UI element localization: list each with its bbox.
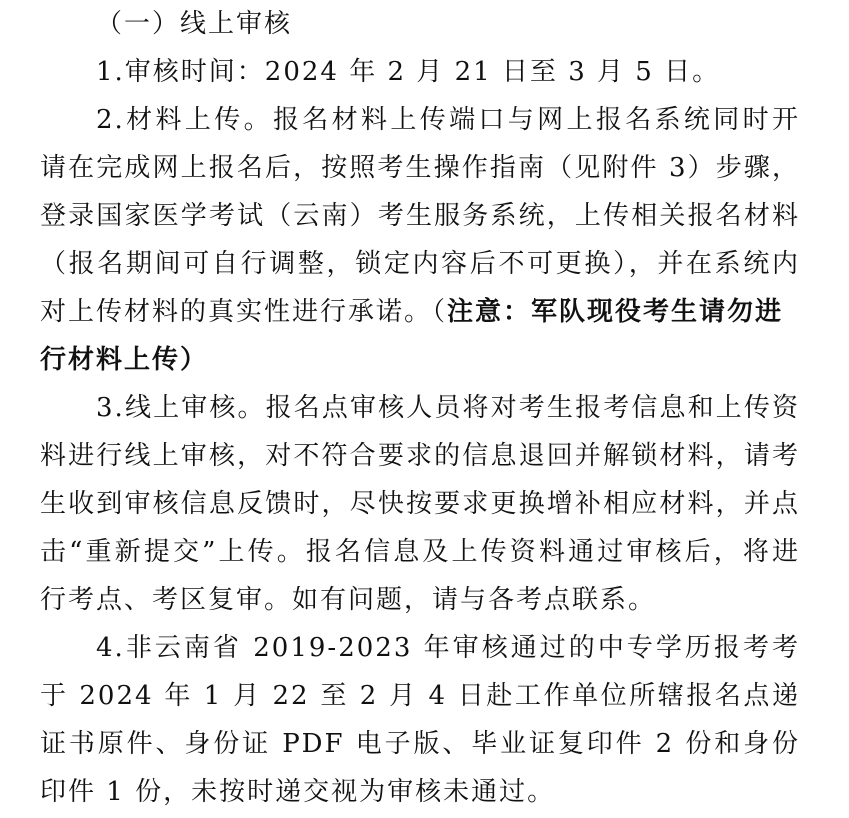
item3-line1: 3.线上审核。报名点审核人员将对考生报考信息和上传资 xyxy=(96,393,800,423)
item2-line4: （报名期间可自行调整，锁定内容后不可更换），并在系统内 xyxy=(40,249,800,279)
item4-line1: 4.非云南省 2019-2023 年审核通过的中专学历报考考 xyxy=(96,633,800,663)
item2-line6-notice: 行材料上传） xyxy=(40,345,209,375)
item3-line5: 行考点、考区复审。如有问题，请与各考点联系。 xyxy=(40,585,657,615)
item1-paragraph: 1.审核时间：2024 年 2 月 21 日至 3 月 5 日。 xyxy=(96,57,721,87)
item2-line2: 请在完成网上报名后，按照考生操作指南（见附件 3）步骤， xyxy=(40,153,800,183)
item2-line5-notice: 注意：军队现役考生请勿进 xyxy=(447,297,784,327)
item4-line2: 于 2024 年 1 月 22 至 2 月 4 日赴工作单位所辖报名点递 xyxy=(40,681,800,711)
item2-line1: 2.材料上传。报名材料上传端口与网上报名系统同时开 xyxy=(96,105,800,135)
item3-line3: 生收到审核信息反馈时，尽快按要求更换增补相应材料，并点 xyxy=(40,489,800,519)
item2-line3: 登录国家医学考试（云南）考生服务系统，上传相关报名材料 xyxy=(40,201,800,231)
section-heading: （一）线上审核 xyxy=(96,9,293,39)
item4-line3: 证书原件、身份证 PDF 电子版、毕业证复印件 2 份和身份 xyxy=(40,729,800,759)
item3-line2: 料进行线上审核，对不符合要求的信息退回并解锁材料，请考 xyxy=(40,441,800,471)
item2-line5-normal: 对上传材料的真实性进行承诺。（ xyxy=(40,297,448,327)
item3-line4: 击“重新提交”上传。报名信息及上传资料通过审核后，将进 xyxy=(40,537,800,567)
item4-line4: 印件 1 份，未按时递交视为审核未通过。 xyxy=(40,777,556,807)
item2-line5 xyxy=(40,288,800,336)
document-body xyxy=(40,0,800,816)
